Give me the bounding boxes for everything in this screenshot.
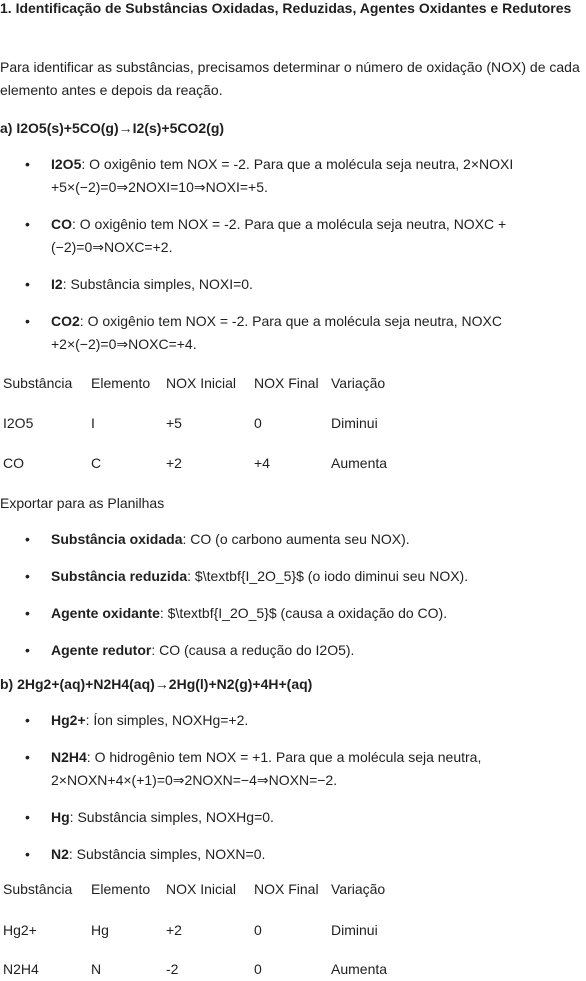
table-cell: 0	[254, 961, 262, 977]
table-cell: 0	[254, 415, 262, 431]
list-item-text: : Substância simples, NOXHg=0.	[69, 809, 274, 825]
table-cell: +5	[166, 415, 182, 431]
table-cell: 0	[254, 922, 262, 938]
list-item	[0, 746, 586, 792]
table-cell: I2O5	[3, 415, 34, 431]
part-b-nox-list	[0, 709, 586, 866]
part-a-nox-list	[0, 153, 586, 356]
list-item-term: CO2	[51, 313, 80, 329]
table-cell: Hg	[91, 922, 109, 938]
table-cell: Diminui	[331, 415, 378, 431]
table-header-cell: Variação	[331, 375, 386, 391]
part-b-title: b) 2Hg2+(aq)+N2H4(aq)→2Hg(l)+N2(g)+4H+(aq)	[0, 676, 313, 692]
table-cell: CO	[3, 455, 24, 471]
list-item-text: : O hidrogênio tem NOX = +1. Para que a molécula seja neutra, 2×NOXN+4×(+1)=0⇒2NOXN=−4⇒NOXN=−2.	[51, 749, 482, 788]
list-item-term: Agente oxidante	[51, 605, 160, 621]
list-item	[0, 843, 586, 866]
table-cell: +4	[254, 455, 270, 471]
table-header-cell: Elemento	[91, 881, 151, 897]
list-item	[0, 153, 586, 199]
list-item	[0, 528, 586, 551]
export-to-sheets-link[interactable]: Exportar para as Planilhas	[0, 495, 165, 511]
list-item-term: CO	[51, 216, 72, 232]
table-cell: -2	[166, 961, 179, 977]
list-item-text: : Íon simples, NOXHg=+2.	[85, 712, 249, 728]
table-cell: +2	[166, 922, 182, 938]
section-heading: 1. Identificação de Substâncias Oxidadas, Reduzidas, Agentes Oxidantes e Redutores	[0, 0, 572, 16]
list-item	[0, 273, 586, 296]
list-item	[0, 806, 586, 829]
table-cell: N	[91, 961, 102, 977]
list-item-term: I2	[51, 276, 63, 292]
table-header-cell: NOX Inicial	[166, 375, 237, 391]
list-item-term: Agente redutor	[51, 642, 152, 658]
table-row	[0, 452, 586, 475]
table-row	[0, 958, 586, 981]
list-item-text: : O oxigênio tem NOX = -2. Para que a molécula seja neutra, NOXC +2×(−2)=0⇒NOXC=+4.	[51, 313, 502, 352]
table-b-header-row	[0, 878, 586, 901]
table-cell: +2	[166, 455, 182, 471]
list-item	[0, 709, 586, 732]
table-header-cell: NOX Inicial	[166, 881, 237, 897]
table-header-cell: Substância	[3, 881, 73, 897]
list-item-text: : CO (o carbono aumenta seu NOX).	[182, 531, 410, 547]
table-header-cell: Elemento	[91, 375, 151, 391]
table-cell: I	[91, 415, 95, 431]
list-item-term: Substância oxidada	[51, 531, 183, 547]
table-cell: Hg2+	[3, 922, 37, 938]
list-item-term: N2H4	[51, 749, 87, 765]
table-cell: Aumenta	[331, 455, 388, 471]
list-item-term: Hg	[51, 809, 70, 825]
part-a-summary-list	[0, 528, 586, 662]
part-a-title: a) I2O5(s)+5CO(g)→I2(s)+5CO2(g)	[0, 120, 225, 136]
table-cell: C	[91, 455, 102, 471]
list-item	[0, 602, 586, 625]
table-row	[0, 919, 586, 942]
intro-paragraph: Para identificar as substâncias, precisamos determinar o número de oxidação (NOX) de cada elemento antes e depois da reação.	[0, 59, 580, 98]
list-item-text: : O oxigênio tem NOX = -2. Para que a molécula seja neutra, NOXC +(−2)=0⇒NOXC=+2.	[51, 216, 507, 255]
table-header-cell: Substância	[3, 375, 73, 391]
list-item	[0, 639, 586, 662]
table-cell: Diminui	[331, 922, 378, 938]
list-item-text: : Substância simples, NOXN=0.	[68, 846, 266, 862]
list-item-term: N2	[51, 846, 69, 862]
table-a-header-row	[0, 372, 586, 395]
list-item-text: : CO (causa a redução do I2O5).	[151, 642, 355, 658]
table-row	[0, 412, 586, 435]
table-header-cell: NOX Final	[254, 881, 319, 897]
table-cell: Aumenta	[331, 961, 388, 977]
list-item	[0, 565, 586, 588]
list-item-term: I2O5	[51, 156, 82, 172]
list-item	[0, 310, 586, 356]
table-cell: N2H4	[3, 961, 39, 977]
list-item-text: : $\textbf{I_2O_5}$ (causa a oxidação do CO).	[159, 605, 448, 621]
list-item-term: Hg2+	[51, 712, 86, 728]
list-item-text: : $\textbf{I_2O_5}$ (o iodo diminui seu NOX).	[187, 568, 469, 584]
list-item-text: : O oxigênio tem NOX = -2. Para que a molécula seja neutra, 2×NOXI +5×(−2)=0⇒2NOXI=10⇒NOXI=+5.	[51, 156, 514, 195]
list-item-term: Substância reduzida	[51, 568, 188, 584]
list-item	[0, 213, 586, 259]
table-header-cell: NOX Final	[254, 375, 319, 391]
table-header-cell: Variação	[331, 881, 386, 897]
list-item-text: : Substância simples, NOXI=0.	[62, 276, 253, 292]
